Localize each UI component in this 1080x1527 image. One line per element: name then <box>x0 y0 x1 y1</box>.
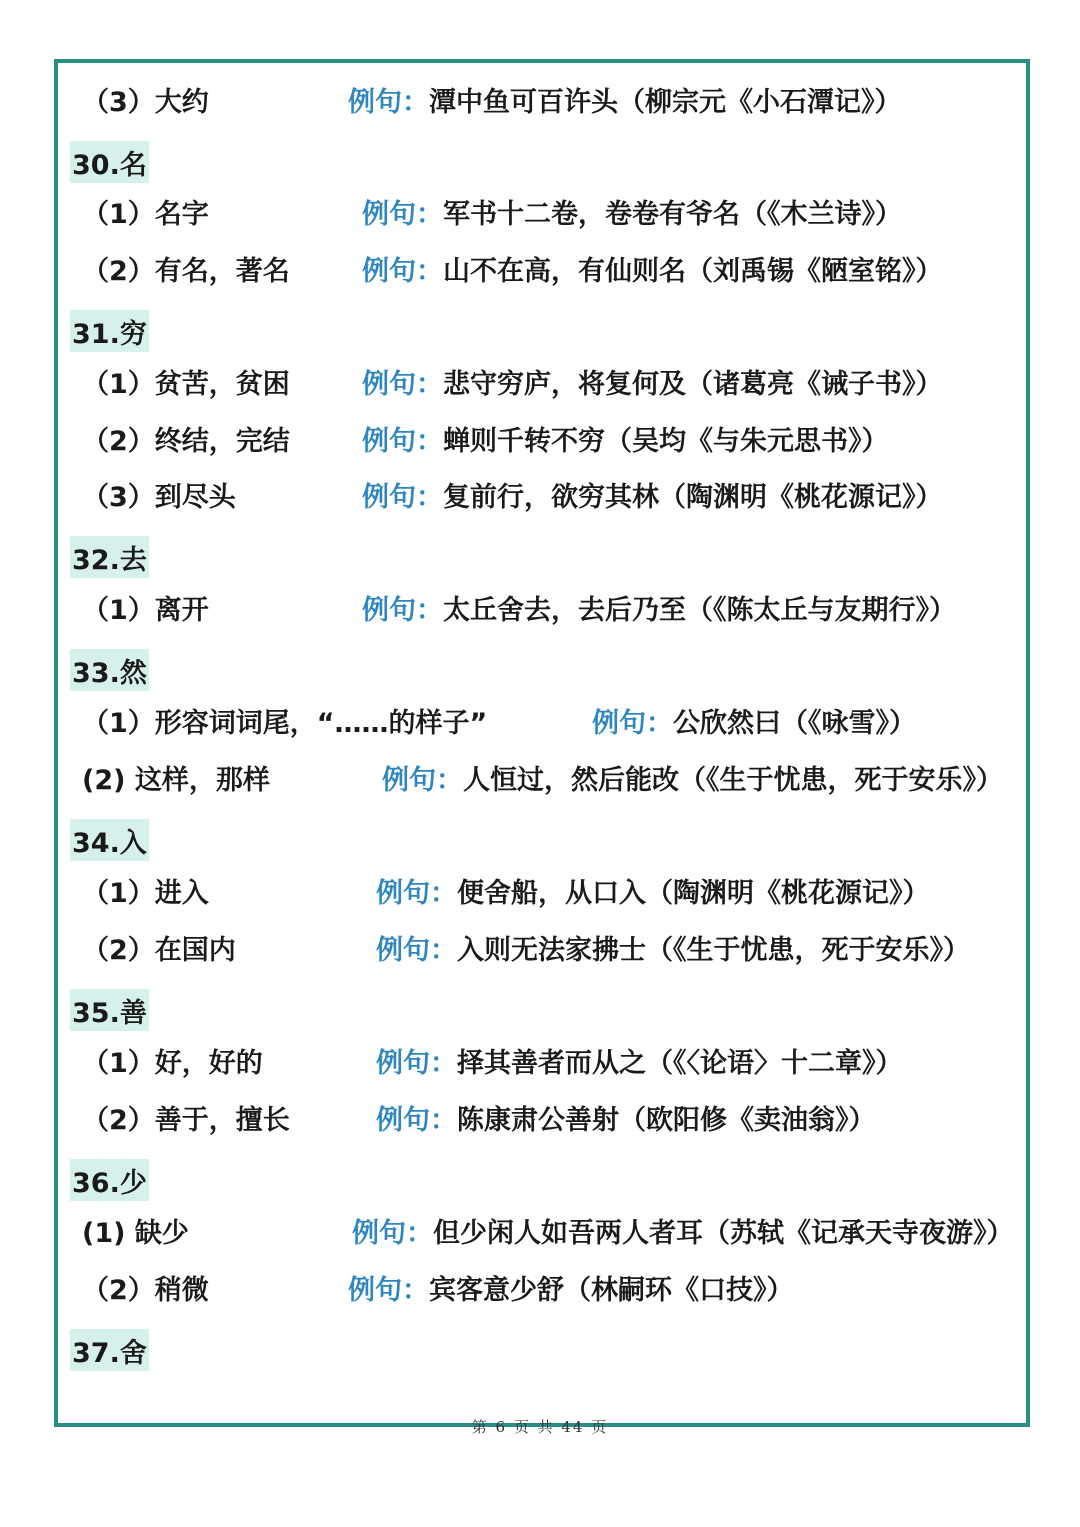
example-text: 便舍船，从口入（陶渊明《桃花源记》） <box>457 877 930 909</box>
sense-row <box>58 466 1026 522</box>
example-label: 例句： <box>376 934 457 966</box>
sense-meaning: （3）到尽头 <box>82 481 236 513</box>
example-label: 例句： <box>362 255 443 287</box>
entry-heading: 33.然 <box>70 649 149 691</box>
sense-meaning: （2）善于，擅长 <box>82 1104 290 1136</box>
sense-row <box>58 410 1026 466</box>
example-label: 例句： <box>362 594 443 626</box>
entry-heading: 31.穷 <box>70 310 149 352</box>
example-label: 例句： <box>348 86 429 118</box>
sense-row <box>58 692 1026 748</box>
example-label: 例句： <box>362 425 443 457</box>
sense-row <box>58 862 1026 918</box>
example-text: 军书十二卷，卷卷有爷名（《木兰诗》） <box>443 198 902 230</box>
entry-heading: 34.入 <box>70 819 149 861</box>
entry-heading: 30.名 <box>70 141 149 183</box>
example-sentence <box>362 588 956 627</box>
example-label: 例句： <box>376 1104 457 1136</box>
sense-meaning: (2) 这样，那样 <box>82 764 270 796</box>
sense-row <box>58 579 1026 635</box>
example-sentence <box>362 249 943 288</box>
sense-row <box>58 749 1026 805</box>
example-label: 例句： <box>362 368 443 400</box>
sense-meaning: （2）稍微 <box>82 1274 209 1306</box>
sense-row <box>58 183 1026 239</box>
example-sentence <box>592 701 916 740</box>
example-sentence <box>376 1098 876 1137</box>
sense-meaning: （1）形容词词尾，“……的样子” <box>82 707 488 739</box>
sense-meaning: （1）进入 <box>82 877 209 909</box>
sense-row <box>58 353 1026 409</box>
entry-heading: 35.善 <box>70 989 149 1031</box>
sense-meaning: （1）好，好的 <box>82 1047 263 1079</box>
example-sentence <box>362 192 902 231</box>
example-sentence <box>348 80 902 119</box>
example-label: 例句： <box>362 481 443 513</box>
sense-row <box>58 71 1026 127</box>
entry-heading: 32.去 <box>70 536 149 578</box>
example-text: 太丘舍去，去后乃至（《陈太丘与友期行》） <box>443 594 956 626</box>
example-text: 陈康肃公善射（欧阳修《卖油翁》） <box>457 1104 876 1136</box>
sense-meaning: （1）贫苦，贫困 <box>82 368 290 400</box>
sense-row <box>58 240 1026 296</box>
example-label: 例句： <box>352 1217 433 1249</box>
example-text: 但少闲人如吾两人者耳（苏轼《记承天寺夜游》） <box>433 1217 1014 1249</box>
sense-meaning: （1）离开 <box>82 594 209 626</box>
sense-meaning: （2）终结，完结 <box>82 425 290 457</box>
example-text: 复前行，欲穷其林（陶渊明《桃花源记》） <box>443 481 943 513</box>
example-text: 潭中鱼可百许头（柳宗元《小石潭记》） <box>429 86 902 118</box>
entry-heading: 37.舍 <box>70 1329 149 1371</box>
sense-row <box>58 1259 1026 1315</box>
example-text: 蝉则千转不穷（吴均《与朱元思书》） <box>443 425 889 457</box>
sense-row <box>58 919 1026 975</box>
example-text: 公欣然曰（《咏雪》） <box>673 707 916 739</box>
example-label: 例句： <box>592 707 673 739</box>
example-sentence <box>362 362 943 401</box>
sense-row <box>58 1202 1026 1258</box>
example-sentence <box>376 871 930 910</box>
sense-row <box>58 1032 1026 1088</box>
example-sentence <box>382 758 1003 797</box>
sense-row <box>58 1089 1026 1145</box>
example-label: 例句： <box>362 198 443 230</box>
page-footer: 第 6 页 共 44 页 <box>471 1418 609 1436</box>
example-label: 例句： <box>376 877 457 909</box>
example-text: 入则无法家拂士（《生于忧患，死于安乐》） <box>457 934 970 966</box>
sense-meaning: （2）在国内 <box>82 934 236 966</box>
example-sentence <box>348 1268 794 1307</box>
sense-meaning: （2）有名，著名 <box>82 255 290 287</box>
example-label: 例句： <box>376 1047 457 1079</box>
example-text: 择其善者而从之（《〈论语〉十二章》） <box>457 1047 903 1079</box>
example-sentence <box>352 1211 1014 1250</box>
example-text: 山不在高，有仙则名（刘禹锡《陋室铭》） <box>443 255 943 287</box>
sense-meaning: (1) 缺少 <box>82 1217 189 1249</box>
entry-heading: 36.少 <box>70 1159 149 1201</box>
example-sentence <box>362 475 943 514</box>
example-text: 宾客意少舒（林嗣环《口技》） <box>429 1274 794 1306</box>
sense-meaning: （3）大约 <box>82 86 209 118</box>
example-text: 悲守穷庐，将复何及（诸葛亮《诫子书》） <box>443 368 943 400</box>
page-frame <box>54 59 1030 1427</box>
example-label: 例句： <box>348 1274 429 1306</box>
example-sentence <box>376 1041 903 1080</box>
example-label: 例句： <box>382 764 463 796</box>
sense-meaning: （1）名字 <box>82 198 209 230</box>
example-text: 人恒过，然后能改（《生于忧患，死于安乐》） <box>463 764 1003 796</box>
example-sentence <box>362 419 889 458</box>
example-sentence <box>376 928 970 967</box>
